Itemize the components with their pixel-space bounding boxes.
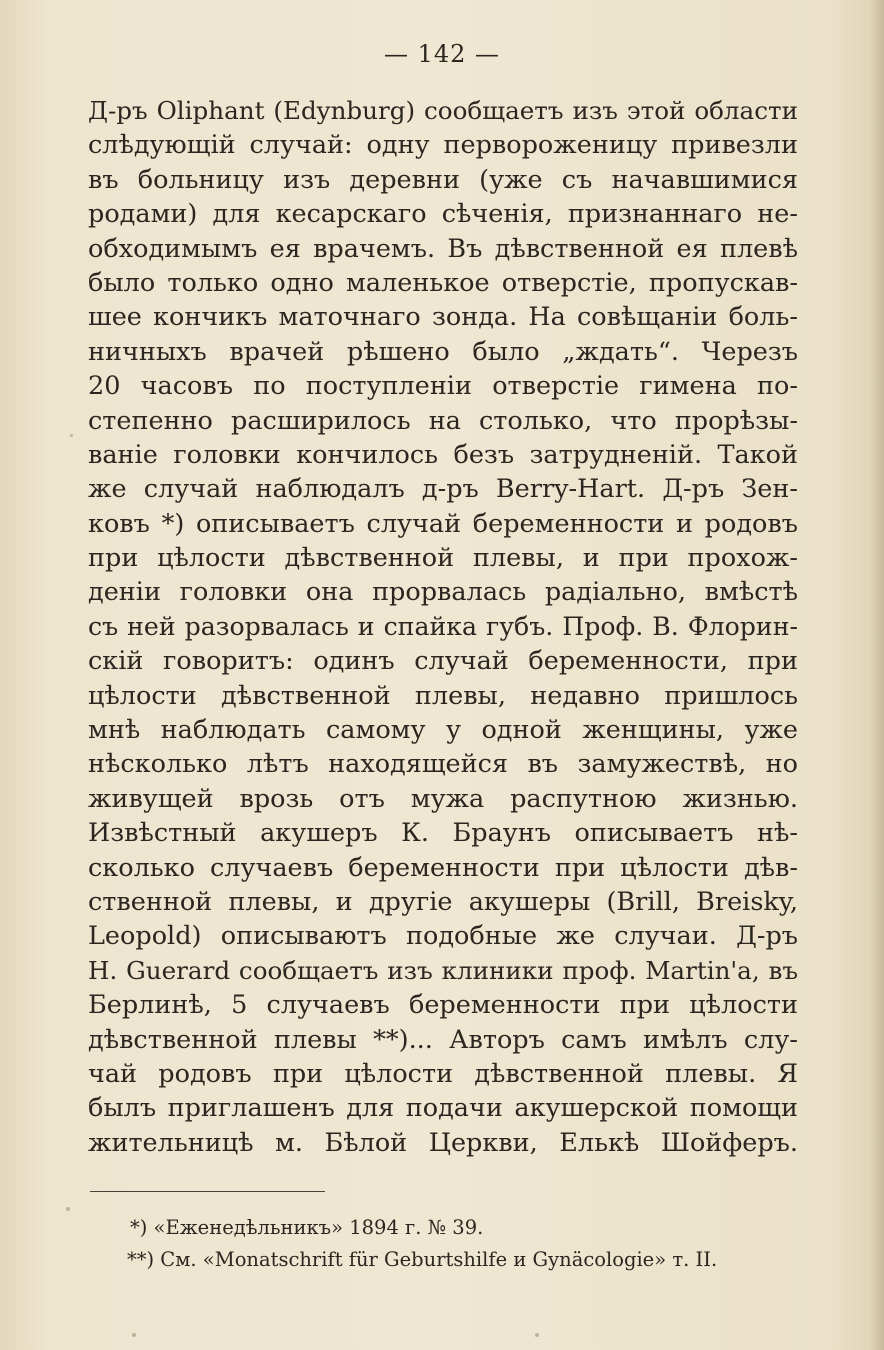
body-text <box>88 94 798 1160</box>
footnote: **) См. «Monatschrift für Geburtshilfe и Gynäcologie» т. II. <box>127 1248 718 1271</box>
text-line: же случай наблюдалъ д-ръ Berry-Hart. Д-ръ Зен- <box>88 474 798 505</box>
page-number: — 142 — <box>383 40 501 68</box>
text-line: былъ приглашенъ для подачи акушерской помощи <box>88 1093 798 1124</box>
text-line: скій говоритъ: одинъ случай беременности, при <box>88 646 798 677</box>
text-line: нѣсколько лѣтъ находящейся въ замужествѣ, но <box>88 749 798 780</box>
paper-speck <box>132 1333 136 1337</box>
text-line: чай родовъ при цѣлости дѣвственной плевы. Я <box>88 1058 798 1089</box>
footnotes <box>127 1212 810 1276</box>
text-line: сколько случаевъ беременности при цѣлости дѣв- <box>88 852 798 883</box>
text-line: слѣдующій случай: одну первороженицу привезли <box>88 130 798 161</box>
text-line: деніи головки она прорвалась радіально, вмѣстѣ <box>88 577 798 608</box>
text-line: въ больницу изъ деревни (уже съ начавшимися <box>88 164 798 195</box>
text-line: ковъ *) описываетъ случай беременности и родовъ <box>88 508 798 539</box>
text-line: Извѣстный акушеръ К. Браунъ описываетъ нѣ- <box>88 818 798 849</box>
text-line: при цѣлости дѣвственной плевы, и при прохож- <box>88 543 798 574</box>
text-line: Берлинѣ, 5 случаевъ беременности при цѣлости <box>88 990 798 1021</box>
text-line: дѣвственной плевы **)... Авторъ самъ имѣлъ слу- <box>88 1024 798 1055</box>
text-line: ничныхъ врачей рѣшено было „ждать“. Черезъ <box>88 336 798 367</box>
text-line: 20 часовъ по поступленіи отверстіе гимена по- <box>88 371 798 402</box>
text-line: мнѣ наблюдать самому у одной женщины, уже <box>88 715 798 746</box>
text-line: цѣлости дѣвственной плевы, недавно пришлось <box>88 680 798 711</box>
paper-speck <box>70 434 73 437</box>
footnote: *) «Еженедѣльникъ» 1894 г. № 39. <box>130 1216 484 1239</box>
page-edge-shadow <box>870 0 884 1350</box>
text-line: шее кончикъ маточнаго зонда. На совѣщаніи боль- <box>88 302 798 333</box>
paper-speck <box>66 1207 70 1211</box>
text-line: Leopold) описываютъ подобные же случаи. Д-ръ <box>88 921 798 952</box>
text-line: Д-ръ Oliphant (Edynburg) сообщаетъ изъ этой области <box>88 96 798 125</box>
paper-speck <box>535 1333 539 1337</box>
text-line: было только одно маленькое отверстіе, пропускав- <box>88 267 798 298</box>
text-line: ваніе головки кончилось безъ затрудненій. Такой <box>88 439 798 470</box>
text-line: жительницѣ м. Бѣлой Церкви, Елькѣ Шойферъ. <box>88 1127 798 1158</box>
text-line: H. Guerard сообщаетъ изъ клиники проф. Martin'а, въ <box>88 955 798 985</box>
text-line: съ ней разорвалась и спайка губъ. Проф. В. Флорин- <box>88 611 798 641</box>
text-line: степенно расширилось на столько, что прорѣзы- <box>88 405 798 436</box>
text-line: ственной плевы, и другіе акушеры (Brill, Breisky, <box>88 886 798 917</box>
text-line: родами) для кесарскаго сѣченія, признаннаго не- <box>88 199 798 230</box>
footnote-divider <box>90 1191 325 1192</box>
text-line: обходимымъ ея врачемъ. Въ дѣвственной ея плевѣ <box>88 233 798 264</box>
text-line: живущей врозь отъ мужа распутною жизнью. <box>88 783 798 814</box>
